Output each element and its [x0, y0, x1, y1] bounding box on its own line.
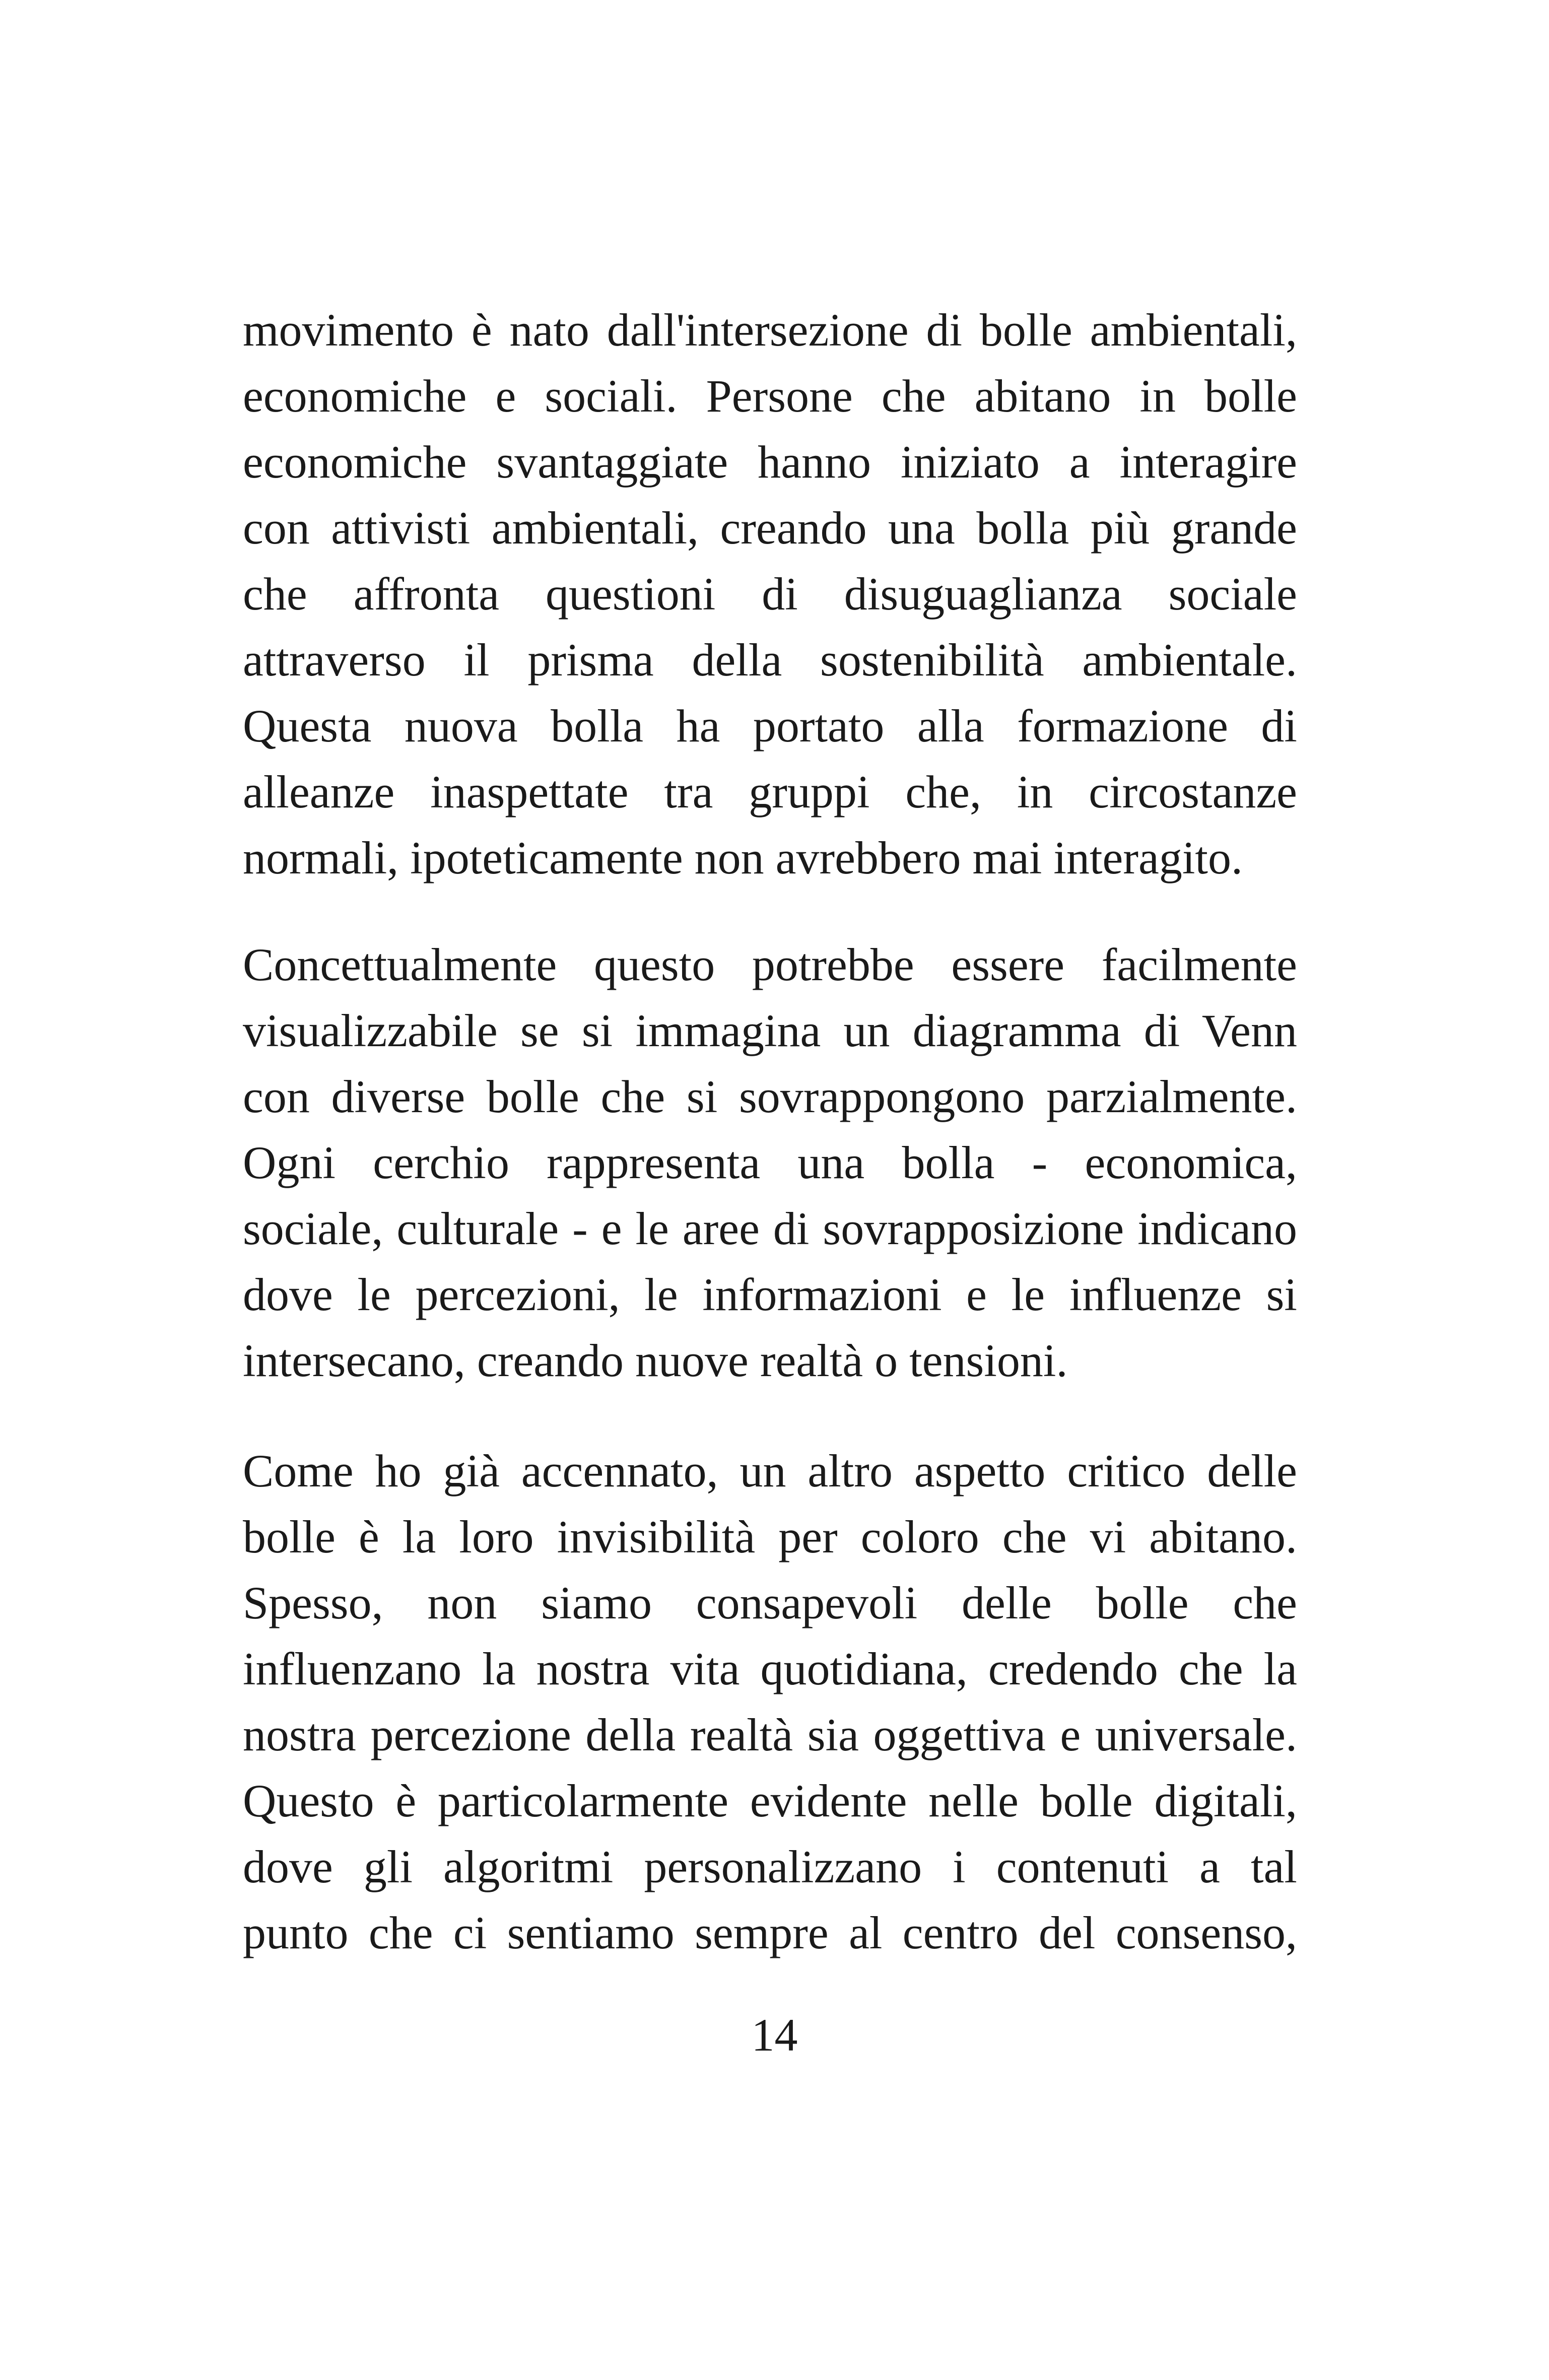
text-line: Questa nuova bolla ha portato alla formazione di	[243, 700, 1297, 752]
text-line: con attivisti ambientali, creando una bolla più grande	[243, 502, 1297, 554]
text-line: visualizzabile se si immagina un diagramma di Venn	[243, 1005, 1297, 1056]
text-line: dove gli algoritmi personalizzano i contenuti a tal	[243, 1841, 1297, 1892]
paragraph-2	[243, 932, 1297, 1394]
paragraph-1	[243, 297, 1297, 891]
text-line: con diverse bolle che si sovrappongono parzialmente.	[243, 1071, 1297, 1122]
text-line: Concettualmente questo potrebbe essere facilmente	[243, 939, 1297, 990]
text-line: dove le percezioni, le informazioni e le influenze si	[243, 1269, 1297, 1320]
text-line: Ogni cerchio rappresenta una bolla - economica,	[243, 1137, 1297, 1188]
text-line: Spesso, non siamo consapevoli delle bolle che	[243, 1577, 1297, 1628]
text-line: alleanze inaspettate tra gruppi che, in circostanze	[243, 766, 1297, 818]
text-line: sociale, culturale - e le aree di sovrapposizione indicano	[243, 1203, 1297, 1254]
text-line: economiche e sociali. Persone che abitano in bolle	[243, 370, 1297, 422]
text-line: normali, ipoteticamente non avrebbero mai interagito.	[243, 832, 1243, 883]
text-line: influenzano la nostra vita quotidiana, credendo che la	[243, 1643, 1297, 1694]
text-line: attraverso il prisma della sostenibilità ambientale.	[243, 634, 1297, 686]
text-line: bolle è la loro invisibilità per coloro che vi abitano.	[243, 1511, 1297, 1562]
text-line: Questo è particolarmente evidente nelle bolle digitali,	[243, 1775, 1297, 1826]
text-line: movimento è nato dall'intersezione di bolle ambientali,	[243, 304, 1297, 356]
paragraph-3	[243, 1438, 1297, 1966]
text-line: nostra percezione della realtà sia oggettiva e universale.	[243, 1709, 1297, 1760]
text-line: intersecano, creando nuove realtà o tensioni.	[243, 1335, 1068, 1386]
text-line: economiche svantaggiate hanno iniziato a interagire	[243, 436, 1297, 488]
page-number: 14	[751, 2009, 798, 2061]
text-line: punto che ci sentiamo sempre al centro del consenso,	[243, 1907, 1297, 1958]
text-line: Come ho già accennato, un altro aspetto critico delle	[243, 1445, 1297, 1497]
text-line: che affronta questioni di disuguaglianza sociale	[243, 568, 1297, 620]
